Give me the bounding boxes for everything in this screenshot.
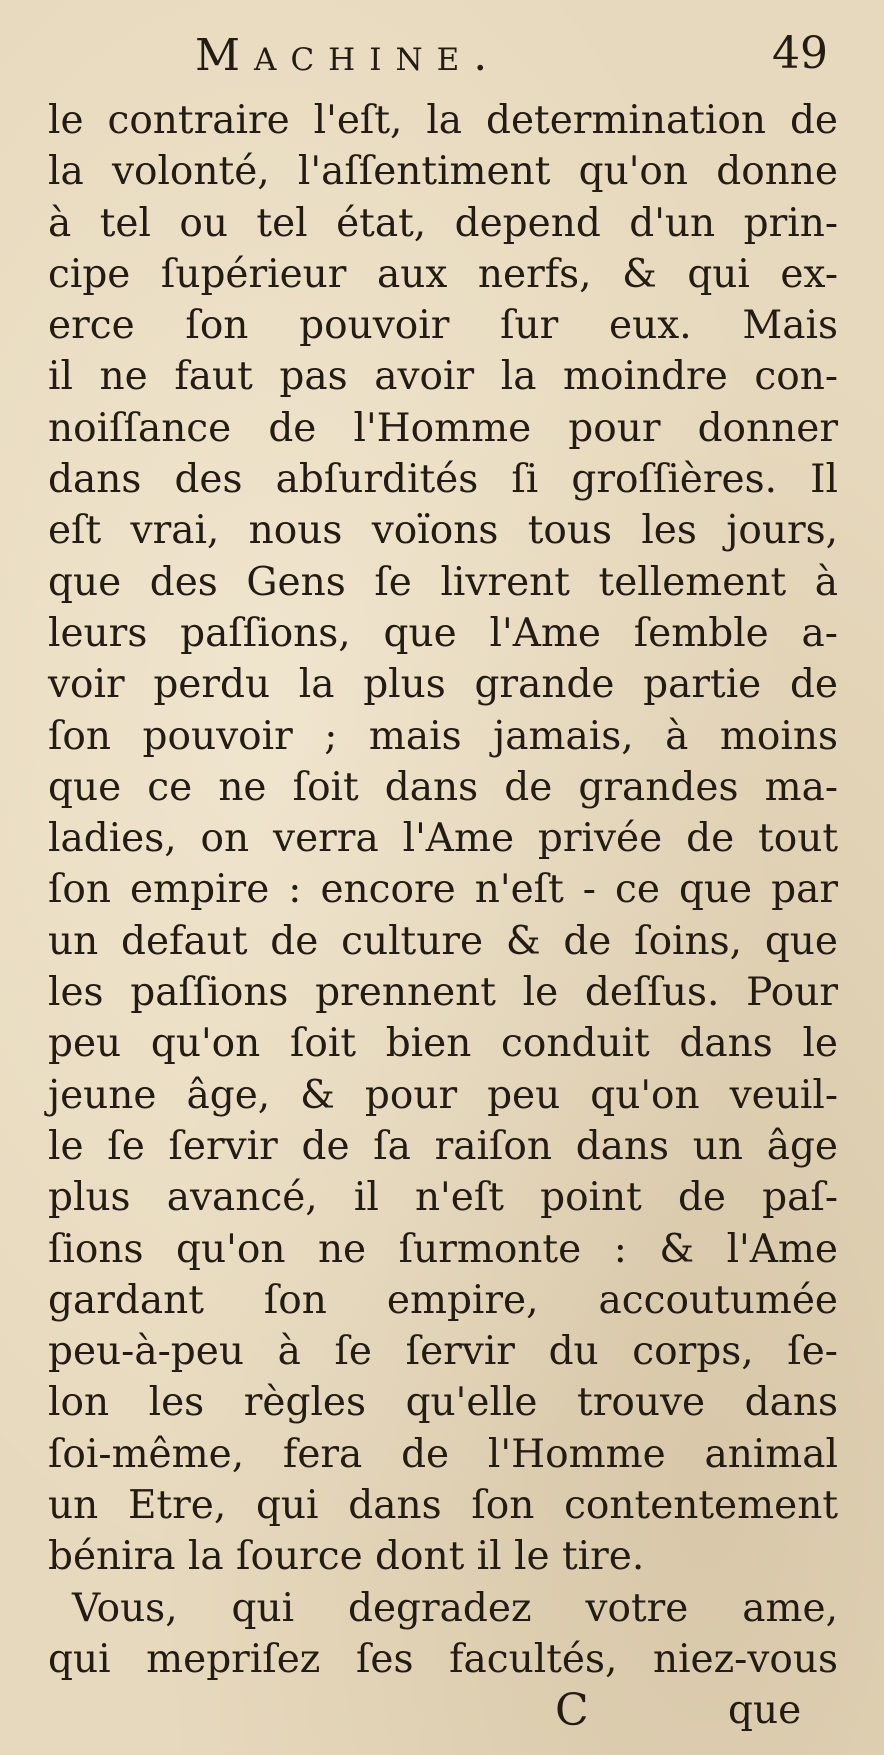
text-line: le contraire l'eſt, la determination de xyxy=(48,98,838,143)
text-line: que ce ne ſoit dans de grandes ma- xyxy=(48,764,838,810)
text-line: la volonté, l'aſſentiment qu'on donne xyxy=(48,149,838,195)
catchword: que xyxy=(728,1688,802,1733)
page-number: 49 xyxy=(772,28,828,79)
running-title: Machine. xyxy=(195,30,502,81)
text-line: que des Gens ſe livrent tellement à xyxy=(48,559,838,605)
text-line: noiſſance de l'Homme pour donner xyxy=(48,405,838,451)
text-line: ſon empire : encore n'eſt - ce que par xyxy=(48,867,838,913)
text-line: leurs paſſions, que l'Ame ſemble a- xyxy=(48,610,838,656)
text-line: qui mepriſez ſes facultés, niez-vous xyxy=(48,1636,838,1682)
text-line: les paſſions prennent le deſſus. Pour xyxy=(48,970,838,1016)
text-line: ſoi-même, fera de l'Homme animal xyxy=(48,1431,838,1477)
text-line: ſions qu'on ne ſurmonte : & l'Ame xyxy=(48,1226,838,1272)
body-text xyxy=(48,95,838,1685)
text-line: bénira la ſource dont il le tire. xyxy=(48,1534,645,1580)
text-line: lon les règles qu'elle trouve dans xyxy=(48,1380,838,1426)
text-line: un defaut de culture & de ſoins, que xyxy=(48,918,838,964)
text-line: ſon pouvoir ; mais jamais, à moins xyxy=(48,713,838,759)
text-line: voir perdu la plus grande partie de xyxy=(48,662,838,708)
text-line: dans des abſurdités ſi groſſières. Il xyxy=(48,457,838,503)
text-line: cipe ſupérieur aux nerfs, & qui ex- xyxy=(48,251,838,297)
text-line: eſt vrai, nous voïons tous les jours, xyxy=(48,508,838,554)
text-line: gardant ſon empire, accoutumée xyxy=(48,1277,838,1323)
text-line: le ſe ſervir de ſa raiſon dans un âge xyxy=(48,1123,838,1169)
text-line: peu-à-peu à ſe ſervir du corps, ſe- xyxy=(48,1329,838,1375)
text-line: erce ſon pouvoir ſur eux. Mais xyxy=(48,303,838,349)
text-line: il ne faut pas avoir la moindre con- xyxy=(48,354,838,400)
page-header xyxy=(0,22,884,82)
text-line: peu qu'on ſoit bien conduit dans le xyxy=(48,1021,838,1067)
text-line: Vous, qui degradez votre ame, xyxy=(72,1585,838,1631)
text-line: à tel ou tel état, depend d'un prin- xyxy=(48,200,838,246)
text-line: un Etre, qui dans ſon contentement xyxy=(48,1483,838,1529)
text-line: ladies, on verra l'Ame privée de tout xyxy=(48,816,838,862)
signature-mark: C xyxy=(555,1685,589,1736)
text-line: jeune âge, & pour peu qu'on veuil- xyxy=(48,1072,838,1118)
text-line: plus avancé, il n'eſt point de paſ- xyxy=(48,1175,838,1221)
